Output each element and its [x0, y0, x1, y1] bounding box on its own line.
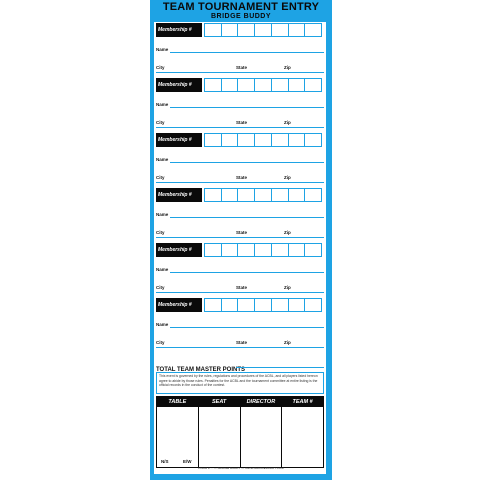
membership-label: Membership # — [156, 23, 202, 37]
city-label: City — [156, 65, 165, 70]
total-label: TOTAL TEAM MASTER POINTS — [156, 367, 246, 373]
city-label: City — [156, 120, 165, 125]
player-block — [154, 297, 326, 352]
total-line[interactable] — [236, 367, 324, 368]
state-label: State — [236, 65, 248, 70]
player-block — [154, 187, 326, 242]
zip-label: Zip — [284, 340, 291, 345]
membership-label: Membership # — [156, 78, 202, 92]
name-label: Name — [156, 102, 169, 107]
name-label: Name — [156, 322, 169, 327]
state-label: State — [236, 285, 248, 290]
city-label: City — [156, 175, 165, 180]
zip-label: Zip — [284, 65, 291, 70]
grid-foot-ew: E/W — [183, 459, 192, 464]
grid-col-seat[interactable] — [199, 397, 241, 467]
player-block — [154, 77, 326, 132]
grid-head-seat: SEAT — [199, 397, 240, 407]
state-label: State — [236, 175, 248, 180]
grid-col-team[interactable] — [282, 397, 323, 467]
zip-label: Zip — [284, 175, 291, 180]
total-master-points — [156, 358, 324, 373]
form-footer: FORM # ... — BRIDGE BUDDY — WWW.BRIDGEBUDDY.COM — [198, 466, 284, 470]
name-line[interactable] — [170, 107, 324, 108]
city-line[interactable] — [156, 72, 324, 73]
city-line[interactable] — [156, 292, 324, 293]
zip-label: Zip — [284, 230, 291, 235]
name-line[interactable] — [170, 52, 324, 53]
city-line[interactable] — [156, 127, 324, 128]
city-label: City — [156, 285, 165, 290]
card-subtitle: BRIDGE BUDDY — [210, 13, 272, 20]
player-block — [154, 242, 326, 297]
membership-label: Membership # — [156, 298, 202, 312]
name-line[interactable] — [170, 162, 324, 163]
grid-foot-ns: N/S — [161, 459, 169, 464]
name-line[interactable] — [170, 217, 324, 218]
card-title: TEAM TOURNAMENT ENTRY — [162, 1, 320, 13]
card-header — [150, 0, 332, 22]
city-label: City — [156, 340, 165, 345]
name-label: Name — [156, 47, 169, 52]
name-label: Name — [156, 157, 169, 162]
city-line[interactable] — [156, 347, 324, 348]
grid-head-table: TABLE — [157, 397, 198, 407]
membership-boxes[interactable] — [204, 133, 322, 147]
player-block — [154, 132, 326, 187]
form-area — [154, 22, 326, 474]
city-line[interactable] — [156, 237, 324, 238]
name-label: Name — [156, 212, 169, 217]
zip-label: Zip — [284, 285, 291, 290]
membership-boxes[interactable] — [204, 23, 322, 37]
membership-boxes[interactable] — [204, 298, 322, 312]
name-label: Name — [156, 267, 169, 272]
membership-label: Membership # — [156, 188, 202, 202]
entry-card — [150, 0, 332, 480]
grid-head-team: TEAM # — [282, 397, 323, 407]
membership-boxes[interactable] — [204, 188, 322, 202]
grid-head-director: DIRECTOR — [241, 397, 282, 407]
membership-label: Membership # — [156, 243, 202, 257]
name-line[interactable] — [170, 327, 324, 328]
player-block — [154, 22, 326, 77]
grid-col-table[interactable] — [157, 397, 199, 467]
city-label: City — [156, 230, 165, 235]
rules-notice: This event is governed by the rules, regulations and procedures of the ACBL, and all players listed hereon agree to abide by those rules. Penalties for the ACBL and the tournament committee at entire listing is the official records in the conduct of the contest. — [156, 372, 324, 394]
membership-label: Membership # — [156, 133, 202, 147]
state-label: State — [236, 120, 248, 125]
membership-boxes[interactable] — [204, 78, 322, 92]
membership-boxes[interactable] — [204, 243, 322, 257]
zip-label: Zip — [284, 120, 291, 125]
grid-col-director[interactable] — [241, 397, 283, 467]
state-label: State — [236, 340, 248, 345]
name-line[interactable] — [170, 272, 324, 273]
city-line[interactable] — [156, 182, 324, 183]
assignment-grid — [156, 396, 324, 468]
state-label: State — [236, 230, 248, 235]
